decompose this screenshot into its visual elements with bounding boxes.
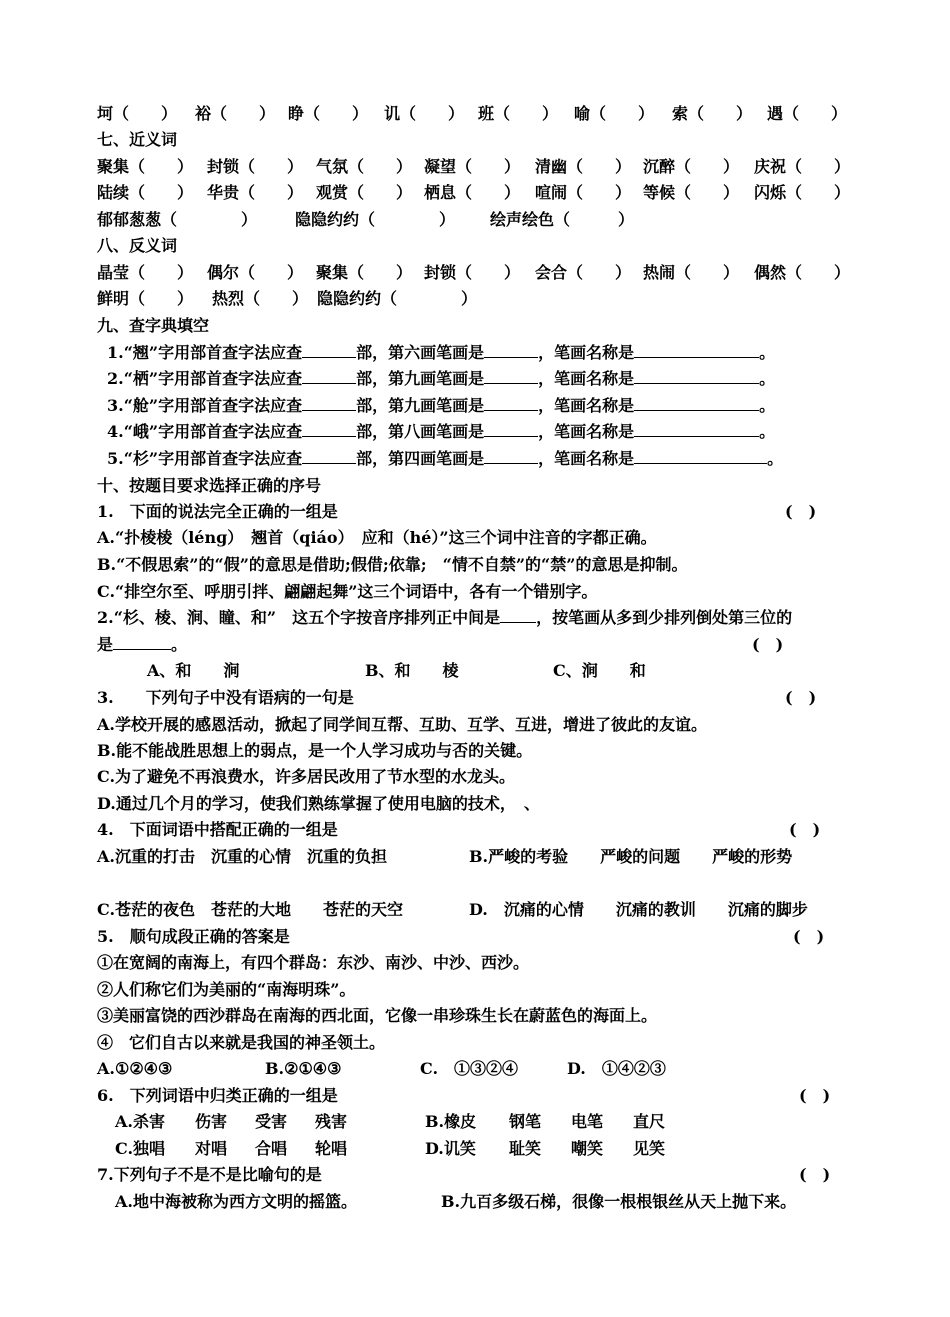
dictionary-item: 1.“翘”字用部首查字法应查 部，第六画笔画是 ，笔画名称是 。 bbox=[107, 340, 890, 366]
word-item: 庆祝（ ） bbox=[754, 157, 851, 176]
option-item: D. ①④②③ bbox=[567, 1059, 666, 1078]
answer-blank[interactable] bbox=[484, 340, 538, 358]
answer-paren[interactable]: ( ) bbox=[789, 820, 821, 839]
answer-blank[interactable] bbox=[500, 605, 536, 623]
option-word: 伤害 bbox=[195, 1112, 228, 1131]
option-item: B.②①④③ bbox=[265, 1059, 342, 1078]
word-item: 观赏（ ） bbox=[316, 183, 413, 202]
answer-blank[interactable] bbox=[302, 446, 356, 464]
answer-paren[interactable]: ( ) bbox=[799, 1165, 831, 1184]
section-title-dictionary: 九、查字典填空 bbox=[97, 316, 210, 335]
answer-blank[interactable] bbox=[484, 419, 538, 437]
word-item: 偶然（ ） bbox=[754, 263, 851, 282]
word-item: 鲜明（ ） bbox=[97, 289, 194, 308]
answer-paren[interactable]: ( ) bbox=[785, 688, 817, 707]
option-word: 直尺 bbox=[633, 1112, 666, 1131]
word-item: 热闹（ ） bbox=[643, 263, 740, 282]
antonym-row-2 bbox=[97, 286, 890, 312]
question-1-option-c: C.“排空尔至、呼朋引拌、翩翩起舞”这三个词语中，各有一个错别字。 bbox=[97, 582, 598, 601]
question-1-option-b: B.“不假思索”的“假”的意思是借助;假借;依靠; “情不自禁”的“禁”的意思是抑制。 bbox=[97, 555, 688, 574]
synonym-row-2 bbox=[97, 180, 890, 206]
answer-paren[interactable]: ( ) bbox=[799, 1086, 831, 1105]
question-6-stem: 6. 下列词语中归类正确的一组是 ( ) bbox=[97, 1083, 890, 1109]
option-item: D. 沉痛的心情 沉痛的教训 沉痛的脚步 bbox=[469, 900, 808, 919]
dictionary-item: 3.“舱”字用部首查字法应查 部，第九画笔画是 ，笔画名称是 。 bbox=[107, 393, 890, 419]
option-word: 受害 bbox=[255, 1112, 288, 1131]
char-item: 遇（ ） bbox=[767, 104, 848, 123]
answer-blank[interactable] bbox=[634, 419, 759, 437]
question-3-stem: 3. 下列句子中没有语病的一句是 ( ) bbox=[97, 685, 890, 711]
question-4-options-ab bbox=[97, 844, 890, 870]
question-6-options-cd bbox=[97, 1136, 890, 1162]
option-word: 轮唱 bbox=[315, 1139, 348, 1158]
answer-blank[interactable] bbox=[484, 393, 538, 411]
option-item: D.讥笑 bbox=[425, 1139, 476, 1158]
option-word: 嘲笑 bbox=[571, 1139, 604, 1158]
option-item: B、和 棱 bbox=[365, 661, 459, 680]
answer-blank[interactable] bbox=[302, 419, 356, 437]
dictionary-item: 4.“峨”字用部首查字法应查 部，第八画笔画是 ，笔画名称是 。 bbox=[107, 419, 890, 445]
question-1-option-a: A.“扑棱棱（lénɡ） 翘首（qiáo） 应和（hé）”这三个词中注音的字都正确。 bbox=[97, 528, 657, 547]
option-item: A.地中海被称为西方文明的摇篮。 bbox=[115, 1192, 357, 1211]
question-3-option-d: D.通过几个月的学习，使我们熟练掌握了使用电脑的技术， 、 bbox=[97, 794, 540, 813]
word-item: 聚集（ ） bbox=[316, 263, 413, 282]
question-4-stem: 4. 下面词语中搭配正确的一组是 ( ) bbox=[97, 817, 890, 843]
question-3-option-c: C.为了避免不再浪费水，许多居民改用了节水型的水龙头。 bbox=[97, 767, 516, 786]
answer-blank[interactable] bbox=[113, 632, 171, 650]
option-item: B.橡皮 bbox=[425, 1112, 477, 1131]
option-word: 残害 bbox=[315, 1112, 348, 1131]
answer-blank[interactable] bbox=[634, 446, 767, 464]
word-item: 热烈（ ） bbox=[212, 289, 309, 308]
word-item: 喧闹（ ） bbox=[535, 183, 632, 202]
option-item: C. ①③②④ bbox=[420, 1059, 519, 1078]
answer-blank[interactable] bbox=[484, 446, 538, 464]
word-item: 隐隐约约（ ） bbox=[295, 210, 456, 229]
word-item: 闪烁（ ） bbox=[754, 183, 851, 202]
word-item: 郁郁葱葱（ ） bbox=[97, 210, 258, 229]
question-5-sentence-1: ①在宽阔的南海上，有四个群岛：东沙、南沙、中沙、西沙。 bbox=[97, 953, 530, 972]
word-item: 封锁（ ） bbox=[207, 157, 304, 176]
word-item: 隐隐约约（ ） bbox=[317, 289, 478, 308]
synonym-row-1 bbox=[97, 154, 890, 180]
question-3-option-a: A.学校开展的感恩活动，掀起了同学间互帮、互助、互学、互进，增进了彼此的友谊。 bbox=[97, 715, 707, 734]
word-item: 沉醉（ ） bbox=[643, 157, 740, 176]
word-item: 聚集（ ） bbox=[97, 157, 194, 176]
word-item: 等候（ ） bbox=[643, 183, 740, 202]
word-item: 陆续（ ） bbox=[97, 183, 194, 202]
answer-blank[interactable] bbox=[302, 366, 356, 384]
answer-blank[interactable] bbox=[634, 366, 759, 384]
question-5-options bbox=[97, 1056, 890, 1082]
antonym-row-1 bbox=[97, 260, 890, 286]
option-word: 耻笑 bbox=[509, 1139, 542, 1158]
answer-blank[interactable] bbox=[302, 340, 356, 358]
char-row bbox=[97, 101, 890, 127]
question-2-stem-cont: 是 。 ( ) bbox=[97, 632, 890, 658]
question-5-sentence-3: ③美丽富饶的西沙群岛在南海的西北面，它像一串珍珠生长在蔚蓝色的海面上。 bbox=[97, 1006, 658, 1025]
question-4-options-cd bbox=[97, 897, 890, 923]
question-6-options-ab bbox=[97, 1109, 890, 1135]
char-item: 坷（ ） bbox=[97, 104, 178, 123]
option-item: B.九百多级石梯，很像一根根银丝从天上抛下来。 bbox=[441, 1192, 797, 1211]
dictionary-item: 5.“杉”字用部首查字法应查 部，第四画笔画是 ，笔画名称是 。 bbox=[107, 446, 890, 472]
word-item: 清幽（ ） bbox=[535, 157, 632, 176]
word-item: 凝望（ ） bbox=[424, 157, 521, 176]
char-item: 裕（ ） bbox=[195, 104, 276, 123]
dictionary-item: 2.“栖”字用部首查字法应查 部，第九画笔画是 ，笔画名称是 。 bbox=[107, 366, 890, 392]
answer-blank[interactable] bbox=[302, 393, 356, 411]
answer-paren[interactable]: ( ) bbox=[752, 635, 784, 654]
option-word: 钢笔 bbox=[509, 1112, 542, 1131]
question-5-sentence-4: ④ 它们自古以来就是我国的神圣领土。 bbox=[97, 1033, 386, 1052]
question-2-options bbox=[97, 658, 890, 684]
question-2-stem: 2.“杉、棱、涧、瞳、和” 这五个字按音序排列正中间是 ，按笔画从多到少排列倒处第三位的 bbox=[97, 605, 890, 631]
option-item: A、和 涧 bbox=[147, 661, 240, 680]
char-item: 睁（ ） bbox=[288, 104, 369, 123]
option-word: 见笑 bbox=[633, 1139, 666, 1158]
char-item: 班（ ） bbox=[478, 104, 559, 123]
word-item: 偶尔（ ） bbox=[207, 263, 304, 282]
char-item: 喻（ ） bbox=[574, 104, 655, 123]
question-5-stem: 5. 顺句成段正确的答案是 ( ) bbox=[97, 924, 890, 950]
word-item: 晶莹（ ） bbox=[97, 263, 194, 282]
word-item: 栖息（ ） bbox=[424, 183, 521, 202]
option-word: 合唱 bbox=[255, 1139, 288, 1158]
option-item: C.独唱 bbox=[115, 1139, 166, 1158]
char-item: 讥（ ） bbox=[384, 104, 465, 123]
word-item: 气氛（ ） bbox=[316, 157, 413, 176]
option-item: A.沉重的打击 沉重的心情 沉重的负担 bbox=[97, 847, 387, 866]
char-item: 索（ ） bbox=[672, 104, 753, 123]
question-7-options bbox=[97, 1189, 890, 1215]
answer-blank[interactable] bbox=[634, 393, 759, 411]
question-7-stem: 7.下列句子不是不是比喻句的是 ( ) bbox=[97, 1162, 890, 1188]
section-title-choice: 十、按题目要求选择正确的序号 bbox=[97, 476, 322, 495]
synonym-row-3 bbox=[97, 207, 890, 233]
option-item: C、涧 和 bbox=[553, 661, 646, 680]
question-3-option-b: B.能不能战胜思想上的弱点，是一个人学习成功与否的关键。 bbox=[97, 741, 533, 760]
option-item: B.严峻的考验 严峻的问题 严峻的形势 bbox=[469, 847, 793, 866]
answer-blank[interactable] bbox=[634, 340, 759, 358]
word-item: 会合（ ） bbox=[535, 263, 632, 282]
word-item: 封锁（ ） bbox=[424, 263, 521, 282]
answer-blank[interactable] bbox=[484, 366, 538, 384]
question-5-sentence-2: ②人们称它们为美丽的“南海明珠”。 bbox=[97, 980, 356, 999]
question-1-stem: 1. 下面的说法完全正确的一组是 ( ) bbox=[97, 499, 890, 525]
word-item: 绘声绘色（ ） bbox=[490, 210, 635, 229]
section-title-antonyms: 八、反义词 bbox=[97, 236, 178, 255]
option-item: A.①②④③ bbox=[97, 1059, 173, 1078]
word-item: 华贵（ ） bbox=[207, 183, 304, 202]
answer-paren[interactable]: ( ) bbox=[793, 927, 825, 946]
option-item: C.苍茫的夜色 苍茫的大地 苍茫的天空 bbox=[97, 900, 404, 919]
option-item: A.杀害 bbox=[115, 1112, 165, 1131]
option-word: 电笔 bbox=[571, 1112, 604, 1131]
section-title-synonyms: 七、近义词 bbox=[97, 130, 178, 149]
option-word: 对唱 bbox=[195, 1139, 228, 1158]
answer-paren[interactable]: ( ) bbox=[785, 502, 817, 521]
